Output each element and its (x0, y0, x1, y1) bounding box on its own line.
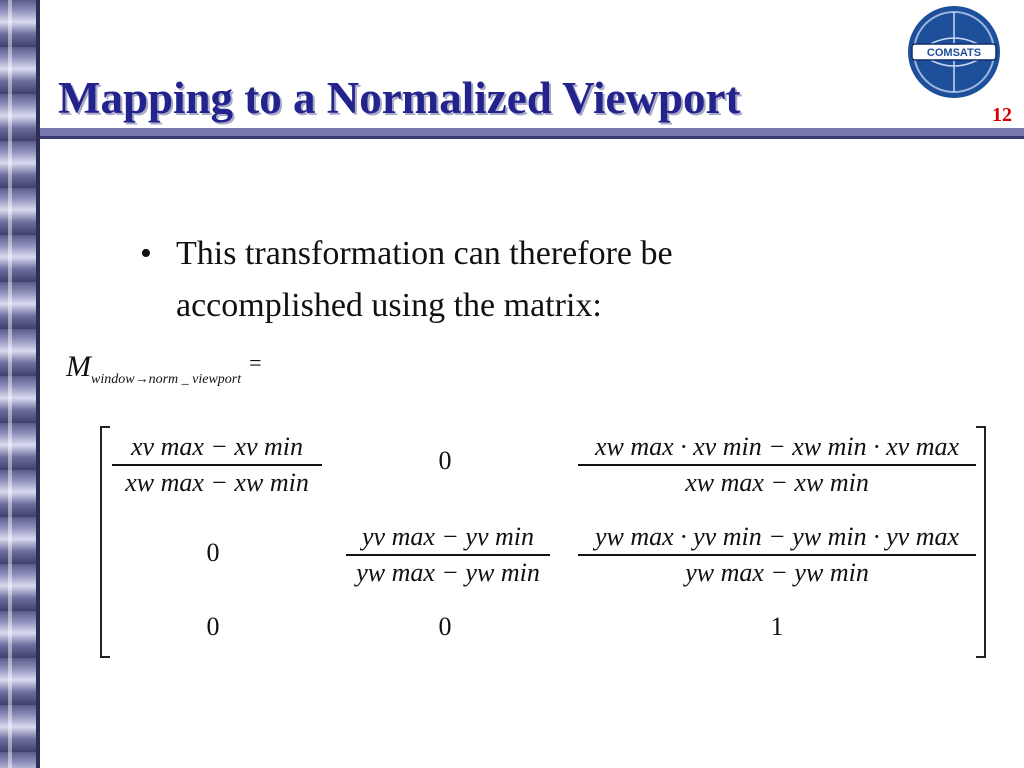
matrix-cell-r0c0 (112, 430, 322, 500)
logo-text: COMSATS (926, 47, 982, 59)
title-underline (40, 128, 1024, 139)
equals-sign: = (249, 350, 262, 375)
matrix-lhs (66, 350, 262, 388)
bullet-text: This transformation can therefore be accomplished using the matrix: (176, 235, 673, 324)
cell-numerator: yv max − yv min (346, 520, 550, 556)
matrix-cell-r1c2 (578, 520, 976, 590)
cell-numerator: yw max · yv min − yw min · yv max (578, 520, 976, 556)
left-binding-strip (0, 0, 40, 768)
transformation-matrix (100, 426, 986, 656)
cell-denominator: yw max − yw min (685, 558, 869, 587)
lhs-symbol: M (66, 350, 91, 383)
bullet-point (140, 228, 840, 332)
slide-title: Mapping to a Normalized Viewport (58, 73, 741, 123)
bullet-icon: • (140, 235, 152, 272)
cell-denominator: xw max − xw min (125, 468, 309, 497)
matrix-cell-r2c0: 0 (206, 612, 220, 641)
cell-numerator: xv max − xv min (112, 430, 322, 466)
matrix-cell-r2c2: 1 (770, 612, 784, 641)
matrix-cell-r0c1: 0 (438, 446, 452, 475)
cell-denominator: xw max − xw min (685, 468, 869, 497)
comsats-logo (906, 4, 1002, 100)
matrix-right-bracket (976, 426, 986, 658)
cell-numerator: xw max · xv min − xw min · xv max (578, 430, 976, 466)
matrix-cell-r2c1: 0 (438, 612, 452, 641)
matrix-cell-r1c1 (346, 520, 550, 590)
matrix-cell-r0c2 (578, 430, 976, 500)
cell-denominator: yw max − yw min (356, 558, 540, 587)
matrix-cell-r1c0: 0 (206, 538, 220, 567)
lhs-subscript: window→norm _ viewport (91, 372, 242, 387)
matrix-left-bracket (100, 426, 110, 658)
page-number: 12 (992, 104, 1012, 126)
